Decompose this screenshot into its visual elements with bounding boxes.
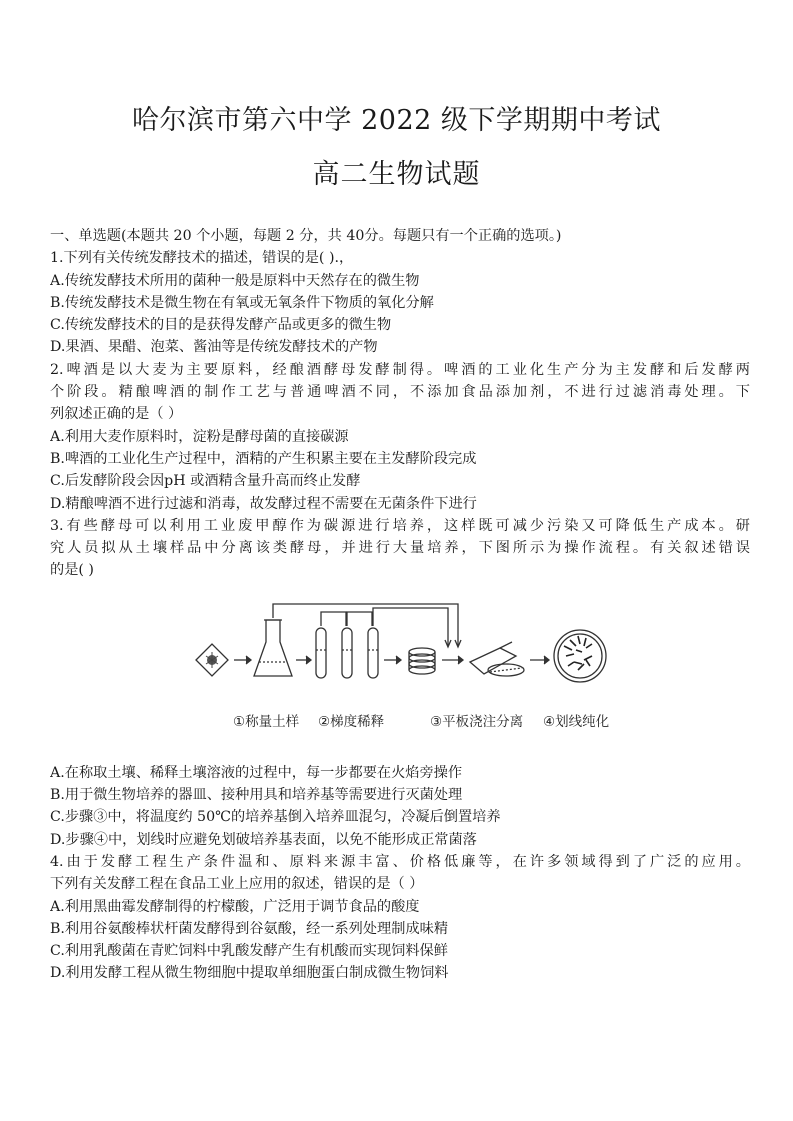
question-stem-line: 究人员拟从土壤样品中分离该类酵母，并进行大量培养，下图所示为操作流程。有关叙述错误 — [50, 540, 750, 557]
figure-caption-4: ④划线纯化 — [543, 713, 610, 730]
option-d: D.精酿啤酒不进行过滤和消毒，故发酵过程不需要在无菌条件下进行 — [50, 495, 477, 512]
option-d: D.步骤④中，划线时应避免划破培养基表面，以免不能形成正常菌落 — [50, 831, 477, 848]
procedure-figure — [50, 582, 750, 760]
option-b: B.利用谷氨酸棒状杆菌发酵得到谷氨酸，经一系列处理制成味精 — [50, 920, 449, 937]
streak-plate-icon — [554, 630, 606, 682]
question-stem-line: 的是( ) — [50, 562, 94, 579]
question-stem-line: 下列有关发酵工程在食品工业上应用的叙述，错误的是（ ） — [50, 876, 424, 893]
option-c: C.利用乳酸菌在青贮饲料中乳酸发酵产生有机酸而实现饲料保鲜 — [50, 943, 448, 960]
option-b: B.传统发酵技术是微生物在有氧或无氧条件下物质的氧化分解 — [50, 294, 434, 311]
option-c: C.后发酵阶段会因pH 或酒精含量升高而终止发酵 — [50, 473, 361, 490]
question-4 — [50, 851, 750, 985]
option-b: B.啤酒的工业化生产过程中，酒精的产生积累主要在主发酵阶段完成 — [50, 450, 477, 467]
option-d: D.果酒、果醋、泡菜、酱油等是传统发酵技术的产物 — [50, 339, 378, 356]
option-c: C.步骤③中，将温度约 50℃的培养基倒入培养皿混匀，冷凝后倒置培养 — [50, 809, 501, 826]
figure-caption-3: ③平板浇注分离 — [430, 713, 524, 730]
question-2 — [50, 359, 750, 515]
figure-caption-2: ②梯度稀释 — [318, 713, 385, 730]
flask-icon — [254, 620, 292, 676]
exam-subtitle: 高二生物试题 — [312, 159, 481, 190]
figure-caption-1: ①称量土样 — [233, 713, 300, 730]
section-heading: 一、单选题(本题共 20 个小题，每题 2 分，共 40分。每题只有一个正确的选项。) — [50, 228, 562, 244]
option-c: C.传统发酵技术的目的是获得发酵产品或更多的微生物 — [50, 317, 392, 334]
option-b: B.用于微生物培养的器皿、接种用具和培养基等需要进行灭菌处理 — [50, 787, 463, 804]
question-3 — [50, 515, 750, 851]
question-stem-line: 个阶段。精酿啤酒的制作工艺与普通啤酒不同，不添加食品添加剂，不进行过滤消毒处理。下 — [50, 384, 750, 401]
plate-stack-icon — [409, 648, 435, 674]
option-a: A.利用大麦作原料时，淀粉是酵母菌的直接碳源 — [50, 428, 349, 445]
pour-plate-icon — [470, 642, 524, 676]
question-stem-line: 2.啤酒是以大麦为主要原料，经酿酒酵母发酵制得。啤酒的工业化生产分为主发酵和后发酵两 — [50, 361, 750, 378]
exam-title: 哈尔滨市第六中学 2022 级下学期期中考试 — [132, 105, 661, 136]
option-a: A.传统发酵技术所用的菌种一般是原料中天然存在的微生物 — [50, 272, 420, 289]
option-d: D.利用发酵工程从微生物细胞中提取单细胞蛋白制成微生物饲料 — [50, 965, 449, 982]
procedure-diagram — [178, 590, 618, 710]
question-stem-line: 3.有些酵母可以利用工业废甲醇作为碳源进行培养，这样既可减少污染又可降低生产成本。研 — [50, 517, 750, 534]
option-a: A.在称取土壤、稀释土壤溶液的过程中，每一步都要在火焰旁操作 — [50, 764, 463, 781]
option-a: A.利用黑曲霉发酵制得的柠檬酸，广泛用于调节食品的酸度 — [50, 898, 420, 915]
exam-body — [50, 225, 750, 985]
question-1 — [50, 247, 750, 358]
question-stem-line: 4.由于发酵工程生产条件温和、原料来源丰富、价格低廉等，在许多领域得到了广泛的应用。 — [50, 853, 750, 870]
question-stem-line: 1.下列有关传统发酵技术的描述，错误的是( ).， — [50, 250, 354, 267]
soil-sample-icon — [196, 644, 228, 676]
question-stem-line: 列叙述正确的是（ ） — [50, 406, 183, 423]
